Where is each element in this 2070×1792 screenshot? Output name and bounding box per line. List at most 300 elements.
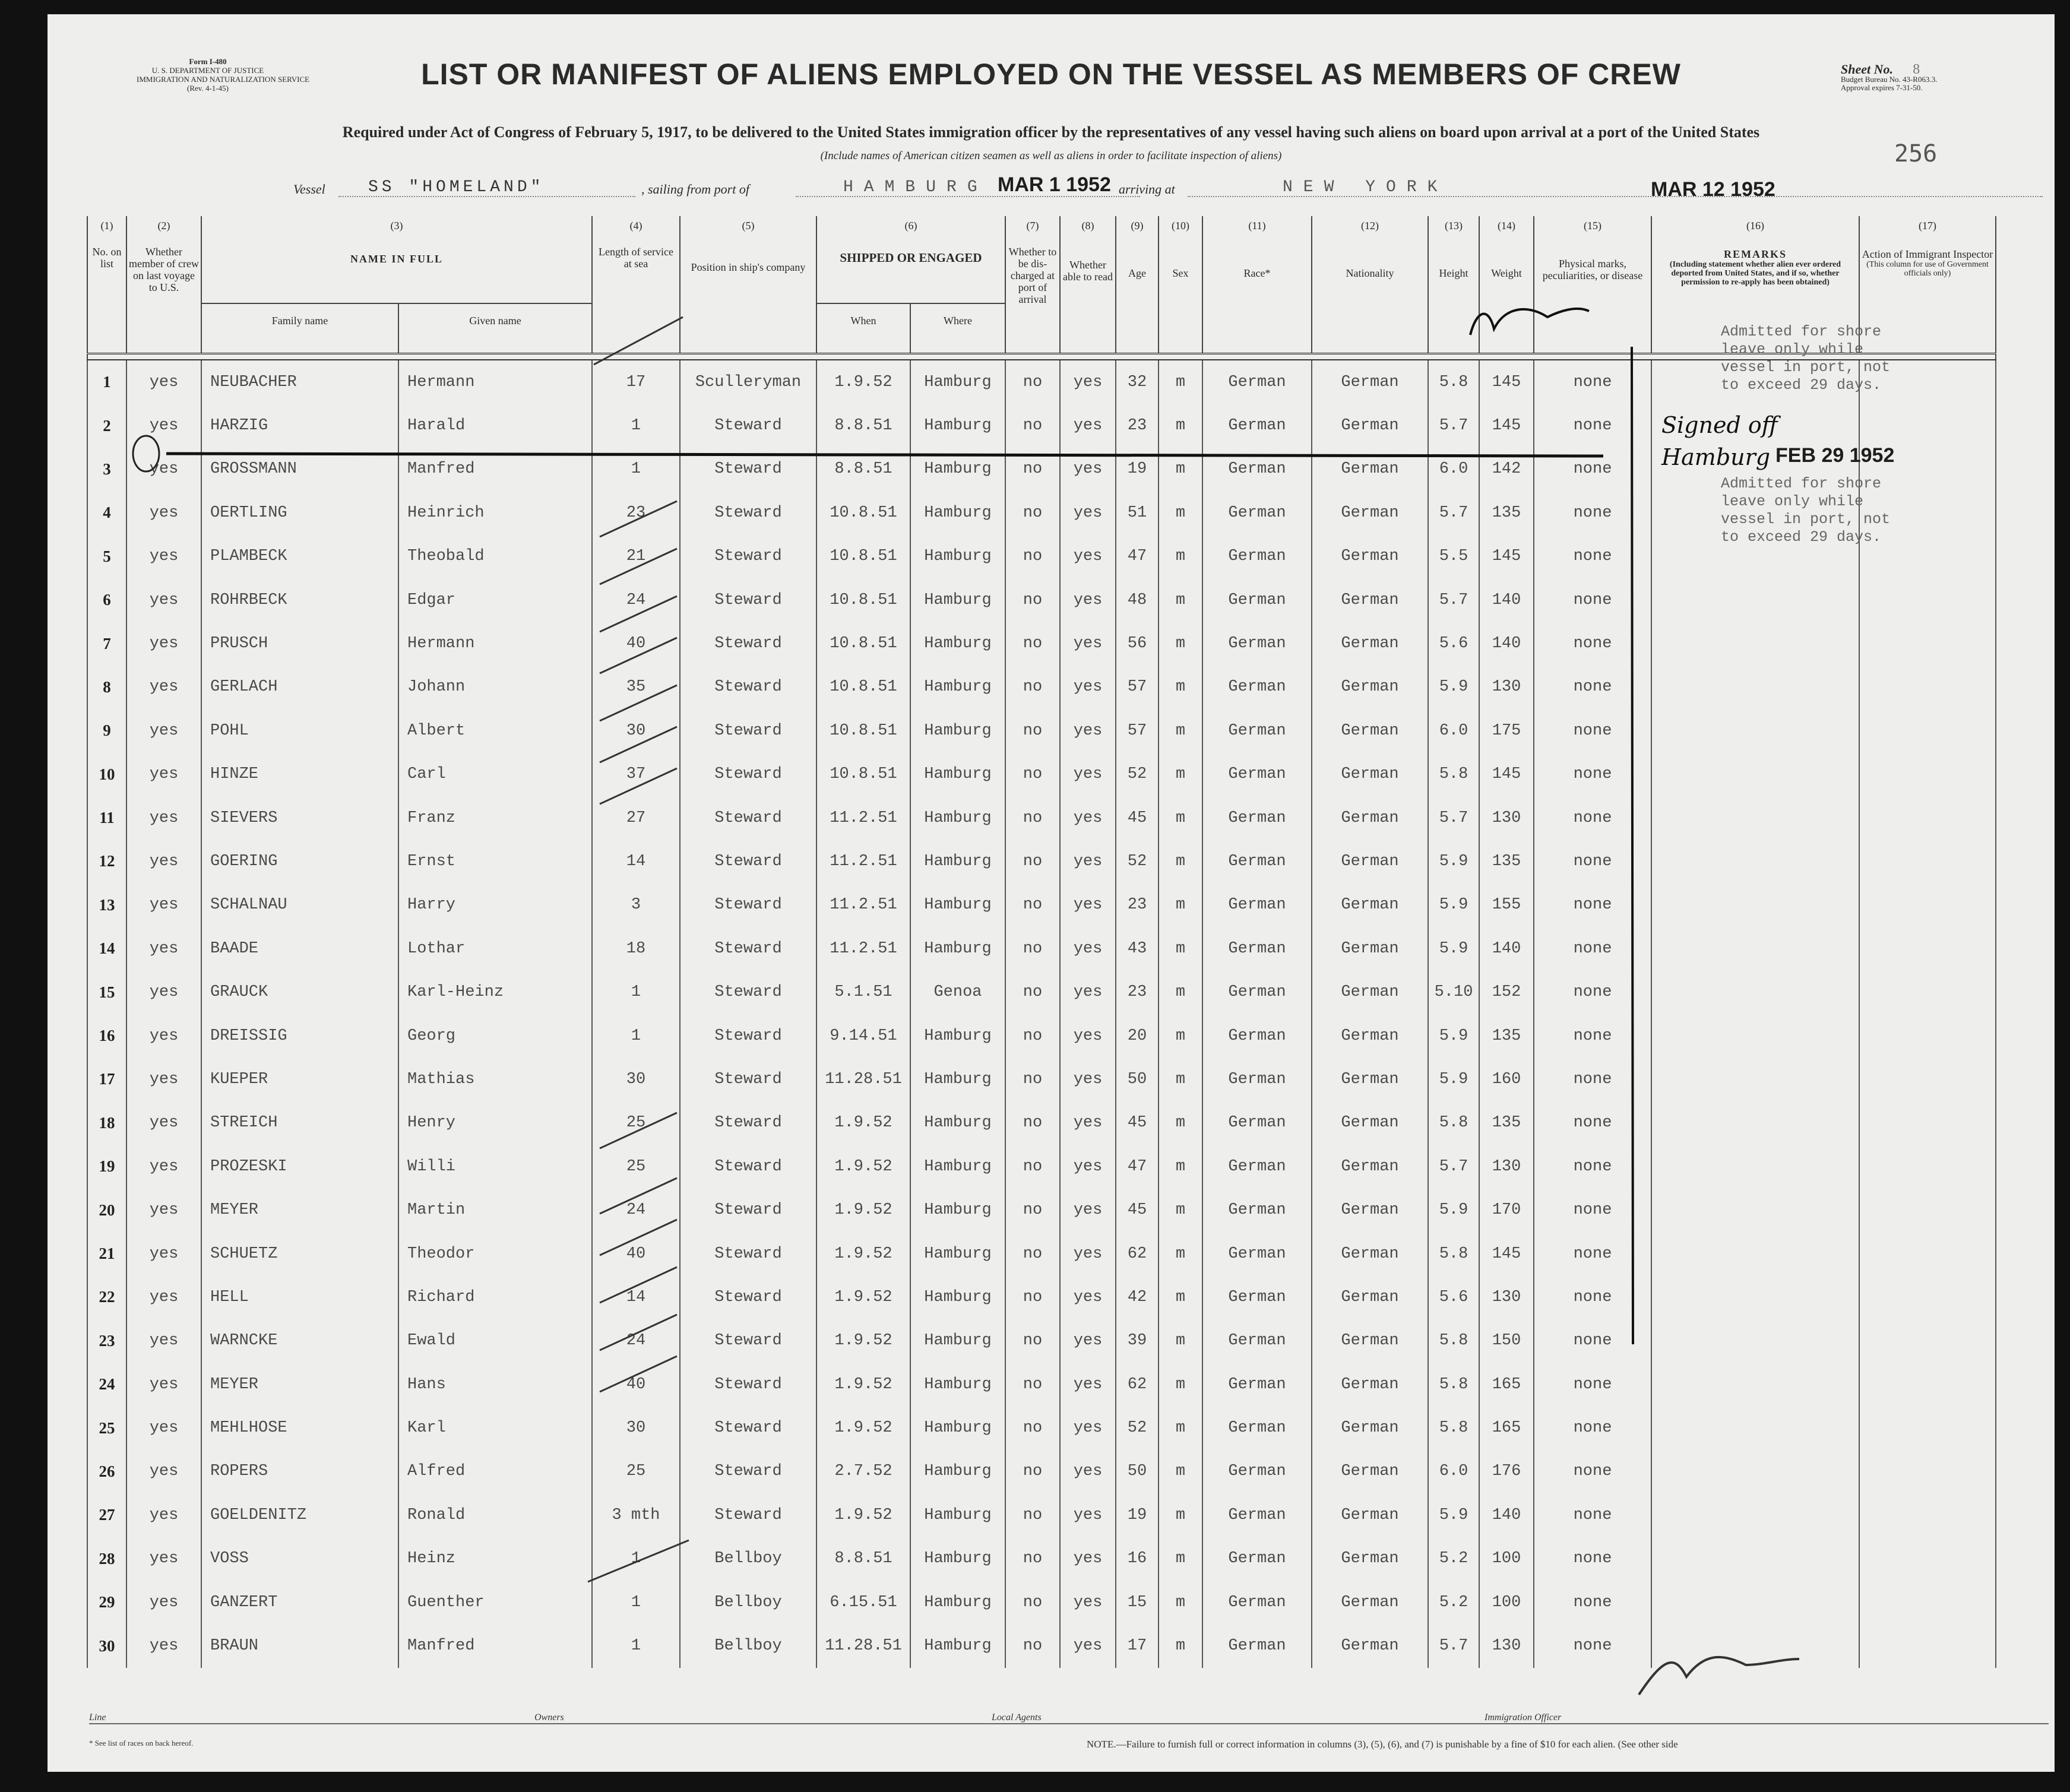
height: 5.8 (1428, 360, 1479, 404)
sex: m (1159, 1406, 1202, 1449)
engaged-when: 1.9.52 (816, 1493, 910, 1537)
position: Steward (680, 1101, 816, 1145)
given-name: Willi (398, 1145, 592, 1188)
manifest-sheet (48, 14, 2055, 1772)
length-of-service: 40 (592, 1363, 680, 1406)
able-to-read: yes (1060, 491, 1116, 534)
weight: 165 (1479, 1363, 1534, 1406)
col-shipped-engaged: SHIPPED OR ENGAGED (816, 238, 1005, 303)
footer-officer: Immigration Officer (1485, 1712, 1562, 1723)
col13-number: (13) (1428, 216, 1479, 238)
position: Steward (680, 1014, 816, 1058)
physical-marks: none (1534, 491, 1651, 534)
able-to-read: yes (1060, 1232, 1116, 1275)
sex: m (1159, 840, 1202, 883)
nationality: German (1312, 578, 1428, 622)
given-name: Theobald (398, 535, 592, 578)
able-to-read: yes (1060, 1406, 1116, 1449)
nationality: German (1312, 1188, 1428, 1231)
weight: 150 (1479, 1319, 1534, 1363)
row-number: 19 (87, 1145, 126, 1188)
family-name: OERTLING (201, 491, 398, 534)
col-inspector-sub: (This column for use of Government officials only) (1866, 260, 1989, 278)
length-of-service: 30 (592, 1058, 680, 1101)
weight: 145 (1479, 1232, 1534, 1275)
weight: 176 (1479, 1450, 1534, 1493)
given-name: Karl (398, 1406, 592, 1449)
strike-through-line (166, 454, 1603, 456)
row-number: 8 (87, 666, 126, 709)
engaged-where: Hamburg (910, 1406, 1005, 1449)
given-name: Lothar (398, 927, 592, 970)
able-to-read: yes (1060, 1101, 1116, 1145)
race: German (1202, 1406, 1312, 1449)
crew-last-voyage: yes (126, 927, 201, 970)
vessel-label: Vessel (293, 182, 325, 197)
engaged-where: Hamburg (910, 1275, 1005, 1319)
engaged-where: Hamburg (910, 1624, 1005, 1667)
given-name: Franz (398, 796, 592, 840)
height: 5.9 (1428, 666, 1479, 709)
height: 5.6 (1428, 622, 1479, 665)
family-name: HELL (201, 1275, 398, 1319)
height: 5.9 (1428, 927, 1479, 970)
length-of-service: 1 (592, 1581, 680, 1624)
physical-marks: none (1534, 1450, 1651, 1493)
col-crew-last-voyage: Whether member of crew on last voyage to U.S. (126, 238, 201, 354)
height: 5.7 (1428, 491, 1479, 534)
engaged-where: Hamburg (910, 796, 1005, 840)
given-name: Ronald (398, 1493, 592, 1537)
sex: m (1159, 535, 1202, 578)
physical-marks: none (1534, 1058, 1651, 1101)
physical-marks: none (1534, 1319, 1651, 1363)
family-name: BAADE (201, 927, 398, 970)
given-name: Manfred (398, 448, 592, 491)
handwritten-signature (1470, 309, 1589, 335)
physical-marks: none (1534, 1014, 1651, 1058)
age: 45 (1116, 1101, 1159, 1145)
engaged-when: 5.1.51 (816, 970, 910, 1014)
col10-number: (10) (1159, 216, 1202, 238)
length-of-service: 17 (592, 360, 680, 404)
engaged-when: 10.8.51 (816, 622, 910, 665)
nationality: German (1312, 753, 1428, 796)
sex: m (1159, 1188, 1202, 1231)
height: 5.7 (1428, 1624, 1479, 1667)
given-name: Manfred (398, 1624, 592, 1667)
nationality: German (1312, 1581, 1428, 1624)
engaged-where: Hamburg (910, 753, 1005, 796)
race: German (1202, 404, 1312, 447)
engaged-where: Genoa (910, 970, 1005, 1014)
footer-owners: Owners (534, 1712, 564, 1723)
weight: 135 (1479, 491, 1534, 534)
family-name: PLAMBECK (201, 535, 398, 578)
engaged-where: Hamburg (910, 404, 1005, 447)
row-number: 21 (87, 1232, 126, 1275)
engaged-where: Hamburg (910, 840, 1005, 883)
age: 19 (1116, 448, 1159, 491)
weight: 130 (1479, 1275, 1534, 1319)
col7-number: (7) (1005, 216, 1060, 238)
to-be-discharged: no (1005, 1581, 1060, 1624)
crew-last-voyage: yes (126, 1275, 201, 1319)
nationality: German (1312, 1058, 1428, 1101)
budget-bureau: Budget Bureau No. 43-R063.3. (1841, 75, 1938, 84)
weight: 145 (1479, 753, 1534, 796)
race: German (1202, 1581, 1312, 1624)
nationality: German (1312, 1406, 1428, 1449)
family-name: SIEVERS (201, 796, 398, 840)
height: 5.6 (1428, 1275, 1479, 1319)
engaged-where: Hamburg (910, 1101, 1005, 1145)
able-to-read: yes (1060, 1145, 1116, 1188)
age: 52 (1116, 753, 1159, 796)
age: 19 (1116, 1493, 1159, 1537)
weight: 135 (1479, 840, 1534, 883)
engaged-when: 8.8.51 (816, 404, 910, 447)
family-name: GROSSMANN (201, 448, 398, 491)
height: 5.8 (1428, 1319, 1479, 1363)
length-of-service: 1 (592, 448, 680, 491)
able-to-read: yes (1060, 578, 1116, 622)
to-be-discharged: no (1005, 796, 1060, 840)
family-name: PRUSCH (201, 622, 398, 665)
form-number: Form I-480 (189, 57, 227, 66)
given-name: Mathias (398, 1058, 592, 1101)
race: German (1202, 535, 1312, 578)
age: 17 (1116, 1624, 1159, 1667)
height: 5.2 (1428, 1537, 1479, 1581)
crew-last-voyage: yes (126, 1232, 201, 1275)
engaged-when: 10.8.51 (816, 535, 910, 578)
crew-last-voyage: yes (126, 884, 201, 927)
age: 23 (1116, 970, 1159, 1014)
row-number: 4 (87, 491, 126, 534)
nationality: German (1312, 709, 1428, 752)
col-age: Age (1116, 238, 1159, 354)
able-to-read: yes (1060, 1581, 1116, 1624)
physical-marks: none (1534, 666, 1651, 709)
row-number: 5 (87, 535, 126, 578)
engaged-where: Hamburg (910, 622, 1005, 665)
sheet-number: 8 (1913, 62, 1920, 77)
race: German (1202, 1624, 1312, 1667)
crew-last-voyage: yes (126, 796, 201, 840)
crew-last-voyage: yes (126, 578, 201, 622)
height: 6.0 (1428, 709, 1479, 752)
age: 45 (1116, 796, 1159, 840)
physical-marks: none (1534, 1493, 1651, 1537)
col8-number: (8) (1060, 216, 1116, 238)
nationality: German (1312, 1363, 1428, 1406)
length-of-service: 24 (592, 1188, 680, 1231)
to-be-discharged: no (1005, 1319, 1060, 1363)
nationality: German (1312, 666, 1428, 709)
engaged-when: 10.8.51 (816, 491, 910, 534)
position: Steward (680, 970, 816, 1014)
physical-marks: none (1534, 1581, 1651, 1624)
weight: 130 (1479, 666, 1534, 709)
length-of-service: 3 (592, 884, 680, 927)
crew-last-voyage: yes (126, 1014, 201, 1058)
nationality: German (1312, 1232, 1428, 1275)
position: Steward (680, 1406, 816, 1449)
position: Steward (680, 578, 816, 622)
col1-number: (1) (87, 216, 126, 238)
family-name: MEYER (201, 1188, 398, 1231)
col-weight: Weight (1479, 238, 1534, 354)
physical-marks: none (1534, 970, 1651, 1014)
row-number: 22 (87, 1275, 126, 1319)
row-number: 12 (87, 840, 126, 883)
footer-line: Line (89, 1712, 106, 1723)
to-be-discharged: no (1005, 1624, 1060, 1667)
crew-last-voyage: yes (126, 1450, 201, 1493)
to-be-discharged: no (1005, 1363, 1060, 1406)
family-name: NEUBACHER (201, 360, 398, 404)
race: German (1202, 1101, 1312, 1145)
given-name: Heinz (398, 1537, 592, 1581)
nationality: German (1312, 535, 1428, 578)
col2-number: (2) (126, 216, 201, 238)
nationality: German (1312, 970, 1428, 1014)
family-name: GANZERT (201, 1581, 398, 1624)
stamp-number: 256 (1894, 140, 1938, 167)
to-be-discharged: no (1005, 360, 1060, 404)
position: Steward (680, 840, 816, 883)
engaged-when: 1.9.52 (816, 1188, 910, 1231)
form-department: U. S. DEPARTMENT OF JUSTICE (151, 66, 264, 75)
weight: 130 (1479, 1624, 1534, 1667)
to-be-discharged: no (1005, 840, 1060, 883)
age: 16 (1116, 1537, 1159, 1581)
position: Steward (680, 1363, 816, 1406)
crew-last-voyage: yes (126, 1493, 201, 1537)
race: German (1202, 1058, 1312, 1101)
height: 5.7 (1428, 578, 1479, 622)
nationality: German (1312, 884, 1428, 927)
family-name: GRAUCK (201, 970, 398, 1014)
to-be-discharged: no (1005, 1537, 1060, 1581)
sex: m (1159, 666, 1202, 709)
length-of-service: 1 (592, 1014, 680, 1058)
to-be-discharged: no (1005, 666, 1060, 709)
weight: 160 (1479, 1058, 1534, 1101)
col-name-in-full: NAME IN FULL (201, 238, 592, 303)
to-be-discharged: no (1005, 578, 1060, 622)
age: 39 (1116, 1319, 1159, 1363)
row-number: 20 (87, 1188, 126, 1231)
physical-marks: none (1534, 884, 1651, 927)
crew-last-voyage: yes (126, 360, 201, 404)
length-of-service: 21 (592, 535, 680, 578)
engaged-where: Hamburg (910, 1363, 1005, 1406)
nationality: German (1312, 927, 1428, 970)
race: German (1202, 1188, 1312, 1231)
to-be-discharged: no (1005, 709, 1060, 752)
physical-marks: none (1534, 1101, 1651, 1145)
family-name: POHL (201, 709, 398, 752)
crew-last-voyage: yes (126, 1319, 201, 1363)
weight: 145 (1479, 535, 1534, 578)
engaged-where: Hamburg (910, 1319, 1005, 1363)
to-be-discharged: no (1005, 753, 1060, 796)
engaged-where: Hamburg (910, 1145, 1005, 1188)
engaged-where: Hamburg (910, 927, 1005, 970)
col5-number: (5) (680, 216, 816, 238)
nationality: German (1312, 1450, 1428, 1493)
length-of-service: 14 (592, 1275, 680, 1319)
engaged-where: Hamburg (910, 1232, 1005, 1275)
engaged-where: Hamburg (910, 884, 1005, 927)
engaged-when: 10.8.51 (816, 578, 910, 622)
physical-marks: none (1534, 1188, 1651, 1231)
position: Steward (680, 1450, 816, 1493)
position: Steward (680, 1493, 816, 1537)
length-of-service: 14 (592, 840, 680, 883)
given-name: Edgar (398, 578, 592, 622)
row-number: 18 (87, 1101, 126, 1145)
crew-last-voyage: yes (126, 448, 201, 491)
able-to-read: yes (1060, 709, 1116, 752)
height: 6.0 (1428, 448, 1479, 491)
family-name: PROZESKI (201, 1145, 398, 1188)
race: German (1202, 1319, 1312, 1363)
approval-expiry: Approval expires 7-31-50. (1841, 83, 1923, 92)
engaged-when: 2.7.52 (816, 1450, 910, 1493)
position: Steward (680, 753, 816, 796)
given-name: Johann (398, 666, 592, 709)
crew-last-voyage: yes (126, 1101, 201, 1145)
weight: 175 (1479, 709, 1534, 752)
weight: 135 (1479, 1101, 1534, 1145)
remark-signed-off-place: Hamburg (1661, 444, 1771, 470)
length-of-service: 1 (592, 404, 680, 447)
to-be-discharged: no (1005, 1188, 1060, 1231)
engaged-where: Hamburg (910, 1537, 1005, 1581)
nationality: German (1312, 1537, 1428, 1581)
to-be-discharged: no (1005, 1406, 1060, 1449)
race: German (1202, 709, 1312, 752)
position: Bellboy (680, 1624, 816, 1667)
officer-signature (1639, 1657, 1799, 1695)
length-of-service: 40 (592, 1232, 680, 1275)
engaged-when: 10.8.51 (816, 753, 910, 796)
able-to-read: yes (1060, 796, 1116, 840)
crew-last-voyage: yes (126, 1188, 201, 1231)
physical-marks: none (1534, 1145, 1651, 1188)
nationality: German (1312, 1624, 1428, 1667)
engaged-where: Hamburg (910, 1188, 1005, 1231)
crew-last-voyage: yes (126, 840, 201, 883)
page-title: LIST OR MANIFEST OF ALIENS EMPLOYED ON THE VESSEL AS MEMBERS OF CREW (421, 58, 1681, 91)
to-be-discharged: no (1005, 404, 1060, 447)
race: German (1202, 840, 1312, 883)
row-number: 13 (87, 884, 126, 927)
race: German (1202, 927, 1312, 970)
col-when: When (816, 303, 910, 354)
to-be-discharged: no (1005, 1493, 1060, 1537)
remark-shore-leave-2: Admitted for shore leave only while vessel in port, not to exceed 29 days. (1721, 475, 1891, 546)
col-discharged: Whether to be dis-charged at port of arrival (1005, 238, 1060, 354)
height: 5.9 (1428, 1188, 1479, 1231)
col9-number: (9) (1116, 216, 1159, 238)
engaged-when: 1.9.52 (816, 1145, 910, 1188)
row-number: 26 (87, 1450, 126, 1493)
engaged-where: Hamburg (910, 1581, 1005, 1624)
remarks-bracket-line (1632, 347, 1633, 1344)
crew-last-voyage: yes (126, 1406, 201, 1449)
able-to-read: yes (1060, 1624, 1116, 1667)
weight: 130 (1479, 1145, 1534, 1188)
weight: 165 (1479, 1406, 1534, 1449)
engaged-when: 8.8.51 (816, 448, 910, 491)
form-service: IMMIGRATION AND NATURALIZATION SERVICE (137, 75, 310, 84)
age: 56 (1116, 622, 1159, 665)
length-of-service: 3 mth (592, 1493, 680, 1537)
given-name: Harry (398, 884, 592, 927)
col-position: Position in ship's company (680, 238, 816, 354)
able-to-read: yes (1060, 753, 1116, 796)
engaged-where: Hamburg (910, 1493, 1005, 1537)
engaged-where: Hamburg (910, 491, 1005, 534)
engaged-when: 1.9.52 (816, 1101, 910, 1145)
to-be-discharged: no (1005, 1014, 1060, 1058)
row-number: 27 (87, 1493, 126, 1537)
footer-agents: Local Agents (992, 1712, 1042, 1723)
row-number: 28 (87, 1537, 126, 1581)
sex: m (1159, 578, 1202, 622)
race: German (1202, 970, 1312, 1014)
col-given-name: Given name (398, 303, 592, 354)
height: 5.7 (1428, 404, 1479, 447)
age: 62 (1116, 1232, 1159, 1275)
col-family-name: Family name (201, 303, 398, 354)
age: 23 (1116, 404, 1159, 447)
sex: m (1159, 1450, 1202, 1493)
height: 5.7 (1428, 796, 1479, 840)
physical-marks: none (1534, 709, 1651, 752)
col-height: Height (1428, 238, 1479, 354)
given-name: Heinrich (398, 491, 592, 534)
height: 5.7 (1428, 1145, 1479, 1188)
family-name: ROHRBECK (201, 578, 398, 622)
age: 47 (1116, 1145, 1159, 1188)
col4-number: (4) (592, 216, 680, 238)
engaged-when: 11.2.51 (816, 840, 910, 883)
nationality: German (1312, 1145, 1428, 1188)
family-name: HINZE (201, 753, 398, 796)
physical-marks: none (1534, 753, 1651, 796)
given-name: Martin (398, 1188, 592, 1231)
nationality: German (1312, 1275, 1428, 1319)
physical-marks: none (1534, 1363, 1651, 1406)
family-name: WARNCKE (201, 1319, 398, 1363)
physical-marks: none (1534, 622, 1651, 665)
race: German (1202, 796, 1312, 840)
sex: m (1159, 970, 1202, 1014)
arriving-label: arriving at (1119, 182, 1175, 197)
position: Steward (680, 448, 816, 491)
arrival-date-stamp: MAR 12 1952 (1651, 178, 1775, 201)
sex: m (1159, 1624, 1202, 1667)
able-to-read: yes (1060, 1450, 1116, 1493)
crew-last-voyage: yes (126, 753, 201, 796)
engaged-where: Hamburg (910, 448, 1005, 491)
row-number: 23 (87, 1319, 126, 1363)
